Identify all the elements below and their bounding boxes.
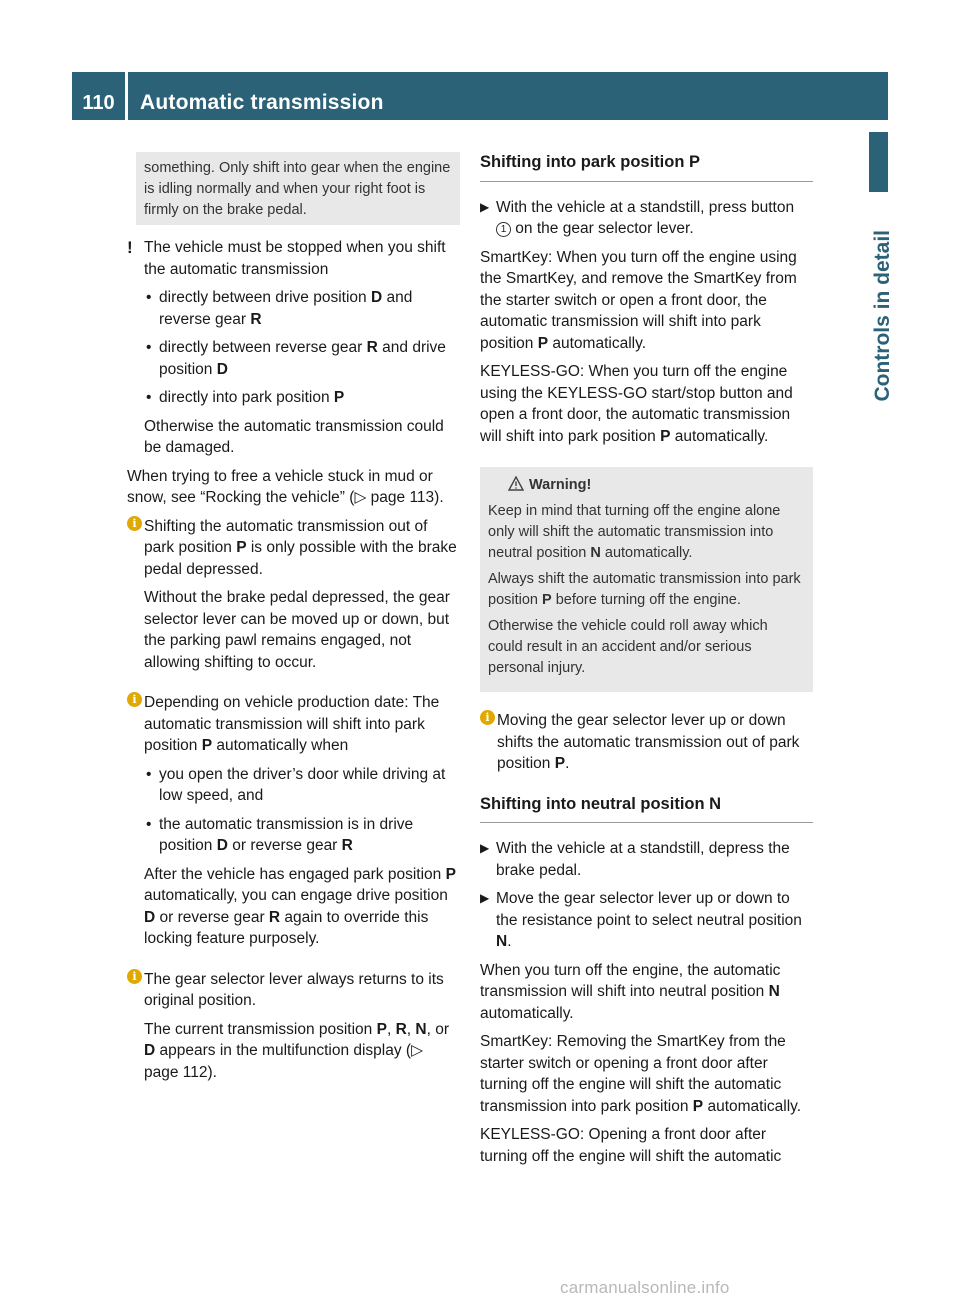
info-paragraph: After the vehicle has engaged park position P automatically, you can engage drive position D or reverse gear R again to override this locking feature purposely. <box>144 865 456 947</box>
page-ref-icon: ▷ <box>411 1042 424 1059</box>
info-paragraph: Without the brake pedal depressed, the gear selector lever can be moved up or down, but the parking pawl remains engaged, not allowing shifting to occur. <box>144 589 450 671</box>
list-item: • you open the driver’s door while driving at low speed, and <box>146 765 446 804</box>
info-paragraph: The current transmission position P, R, N, or D appears in the multifunction display (▷ page 112). <box>144 1020 450 1081</box>
caution-list <box>144 287 460 409</box>
step-arrow-icon: ▶ <box>480 199 490 214</box>
paragraph: KEYLESS-GO: Opening a front door after turning off the engine will shift the automatic <box>480 1126 782 1165</box>
paragraph: SmartKey: Removing the SmartKey from the starter switch or opening a front door after turning off the engine will shift the automatic transmission into park position P automatically. <box>480 1033 802 1115</box>
list-item: • directly into park position P <box>144 387 460 409</box>
continued-warning-text: something. Only shift into gear when the engine is idling normally and when your right foot is firmly on the brake pedal. <box>144 160 451 218</box>
header-separator <box>125 72 128 120</box>
continued-warning-box <box>136 152 460 225</box>
warning-text: Keep in mind that turning off the engine alone only will shift the automatic transmission into neutral position N automatically. <box>488 503 781 561</box>
sidebar-tab <box>869 132 888 192</box>
warning-text: Always shift the automatic transmission into park position P before turning off the engine. <box>488 571 801 608</box>
instruction-step: ▶ With the vehicle at a standstill, depress the brake pedal. <box>480 840 790 879</box>
section-heading: Shifting into neutral position N <box>480 794 813 824</box>
info-icon: i <box>127 516 142 531</box>
info-note: i The gear selector lever always returns to its original position. <box>127 969 460 1012</box>
info-icon: i <box>480 710 495 725</box>
page-ref-link[interactable]: page 113). <box>366 489 444 506</box>
right-column <box>480 152 813 1174</box>
info-note: i Shifting the automatic transmission out of park position P is only possible with the brake pedal depressed. <box>127 516 460 581</box>
bullet-icon: • <box>146 765 152 783</box>
warning-title: Warning! <box>508 475 805 496</box>
warning-triangle-icon <box>508 476 524 491</box>
list-item: • directly between reverse gear R and drive position D <box>146 339 446 378</box>
info-icon: i <box>127 692 142 707</box>
list-item: • the automatic transmission is in drive position D or reverse gear R <box>146 815 414 854</box>
warning-box <box>480 467 813 692</box>
step-arrow-icon: ▶ <box>480 891 490 905</box>
paragraph: KEYLESS-GO: When you turn off the engine using the KEYLESS-GO start/stop button and open a front door, the automatic transmission will shift into park position P automatically. <box>480 363 793 445</box>
watermark: carmanualsonline.info <box>560 1278 730 1297</box>
caution-intro: The vehicle must be stopped when you shift the automatic transmission <box>144 239 446 278</box>
list-item: • directly between drive position D and reverse gear R <box>146 289 413 328</box>
step-arrow-icon: ▶ <box>480 841 490 855</box>
page-ref-icon: ▷ <box>354 489 367 506</box>
callout-number-icon: 1 <box>496 222 511 237</box>
page-number: 110 <box>82 92 115 114</box>
page-title: Automatic transmission <box>140 91 384 114</box>
sidebar-section-label: Controls in detail <box>871 230 894 402</box>
caution-icon: ! <box>127 238 133 257</box>
paragraph: SmartKey: When you turn off the engine using the SmartKey, and remove the SmartKey from the starter switch or open a front door, the automatic transmission will shift into park position P automatically. <box>480 248 797 352</box>
instruction-step: ▶ With the vehicle at a standstill, press button 1 on the gear selector lever. <box>480 198 795 237</box>
caution-note <box>127 237 460 280</box>
left-column <box>127 152 460 1090</box>
caution-outro: Otherwise the automatic transmission could be damaged. <box>144 417 444 456</box>
warning-text: Otherwise the vehicle could roll away which could result in an accident and/or serious personal injury. <box>488 618 768 676</box>
bullet-icon: • <box>146 389 152 406</box>
bullet-icon: • <box>146 339 152 356</box>
rocking-paragraph: When trying to free a vehicle stuck in mud or snow, see “Rocking the vehicle” (▷ page 113). <box>127 467 444 506</box>
paragraph: When you turn off the engine, the automatic transmission will shift into neutral position N automatically. <box>480 961 781 1022</box>
bullet-icon: • <box>146 815 152 833</box>
section-heading: Shifting into park position P <box>480 152 813 182</box>
info-list <box>144 764 460 857</box>
instruction-step: ▶ Move the gear selector lever up or down to the resistance point to select neutral position N. <box>480 890 802 950</box>
page-header <box>72 72 888 120</box>
info-note: i Moving the gear selector lever up or down shifts the automatic transmission out of park position P. <box>480 710 813 775</box>
bullet-icon: • <box>146 289 152 306</box>
info-icon: i <box>127 969 142 984</box>
info-note: i Depending on vehicle production date: The automatic transmission will shift into park position P automatically when <box>127 692 460 757</box>
page-ref-link[interactable]: page 112). <box>144 1063 217 1081</box>
